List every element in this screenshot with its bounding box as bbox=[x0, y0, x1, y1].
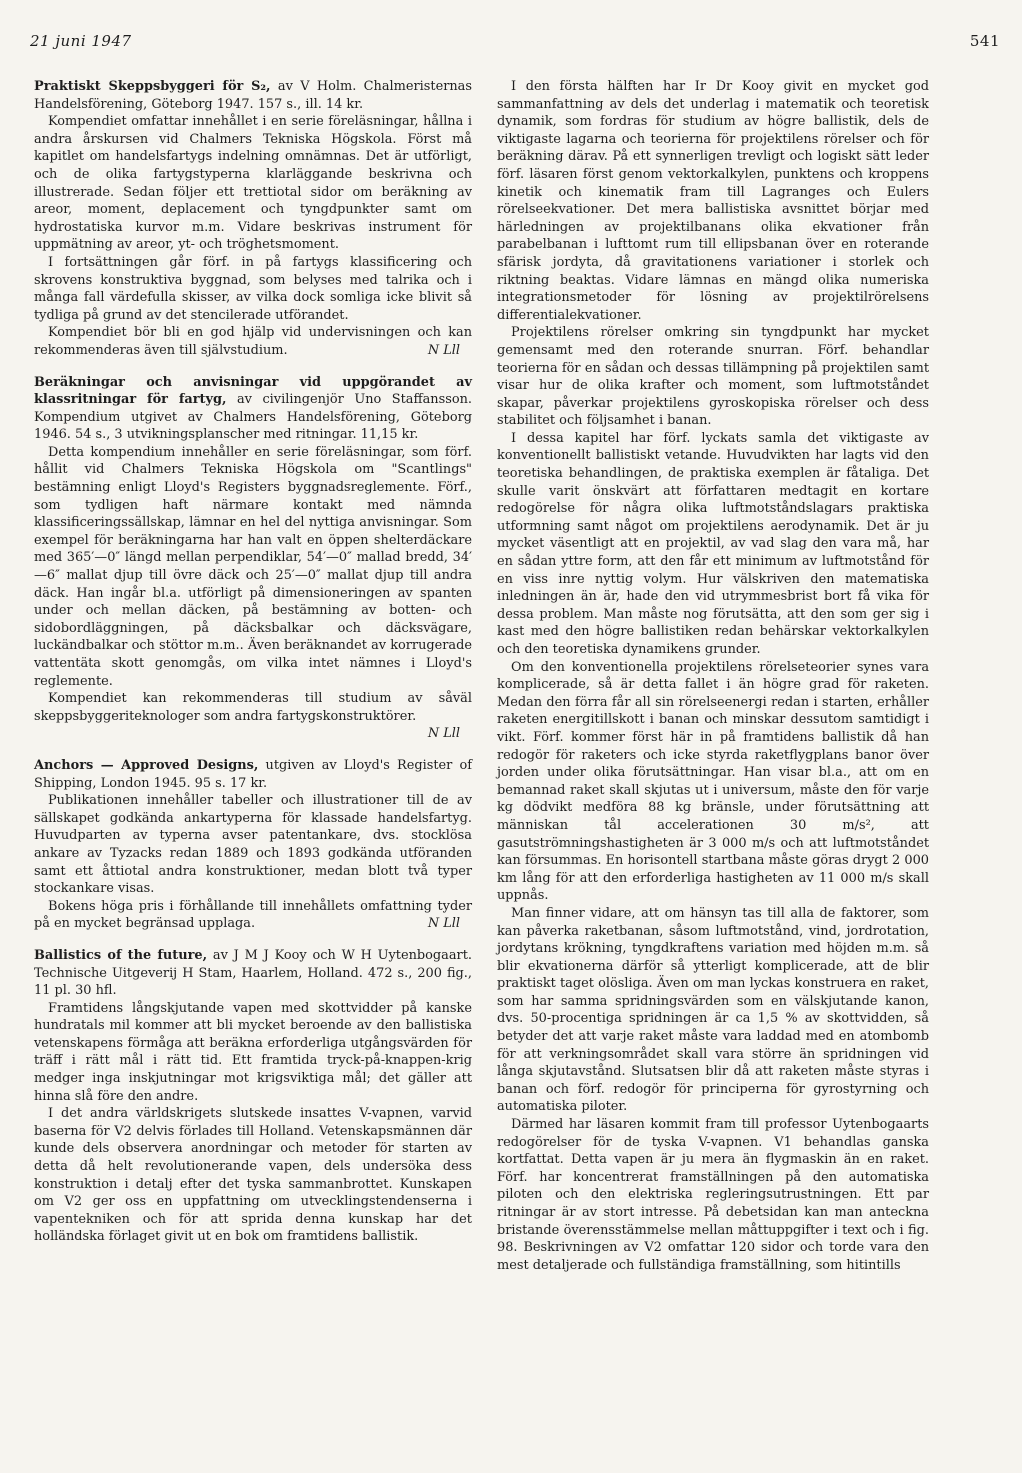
body-paragraph: Om den konventionella projektilens rörelseteorier synes vara komplicerade, så är detta fallet i än högre grad för raketen. Medan den förra får all sin rörelseenergi redan i starten, erhåller raketen energitillskott i banan och minskar dessutom samtidigt i vikt. Förf. kommer först här in på framtidens ballistik då han redogör för raketers och icke styrda raketflygplans banor över jorden under olika förutsättningar. Han visar bl.a., att om en bemannad raket skall skjutas ut i universum, måste den för varje kg dödvikt medföra 88 kg bränsle, under förutsättning att människan tål accelerationen 30 m/s², att gasutströmningshastigheten är 3 000 m/s och att luftmotståndet kan försummas. En horisontell startbana måste göras drygt 2 000 km lång för att den erforderliga hastigheten av 11 000 m/s skall uppnås. bbox=[497, 659, 929, 904]
left-column bbox=[34, 78, 472, 1260]
review-paragraph: Kompendiet bör bli en god hjälp vid undervisningen och kan rekommenderas även till självstudium. bbox=[34, 325, 472, 358]
review-citation: av civilingenjör Uno Staffansson. Kompendium utgivet av Chalmers Handelsförening, Göteborg 1946. 54 s., 3 utvikningsplanscher med ritningar. 11,15 kr. bbox=[34, 392, 472, 443]
reviewer-signature: N Lll bbox=[427, 342, 460, 358]
review-citation: av V Holm. Chalmeristernas Handelsförening, Göteborg 1947. 157 s., ill. 14 kr. bbox=[34, 79, 472, 112]
review-berakningar-klassritningar bbox=[34, 374, 472, 743]
page-header bbox=[30, 32, 1000, 58]
body-paragraph: Därmed har läsaren kommit fram till professor Uytenbogaarts redogörelser för de tyska V-vapnen. V1 behandlas ganska kortfattat. Detta vapen är ju mera än flygmaskin än en raket. Förf. har koncentrerat framställningen på den automatiska piloten och den elektriska regleringsutrustningen. Ett par ritningar är av stort intresse. På debetsidan kan man anteckna bristande överensstämmelse mellan måttuppgifter i text och i fig. 98. Beskrivningen av V2 omfattar 120 sidor och torde vara den mest detaljerade och fullständiga framställning, som hitintills bbox=[497, 1117, 929, 1273]
right-column bbox=[497, 78, 929, 1274]
reviewer-signature: N Lll bbox=[427, 726, 460, 742]
review-paragraph: Bokens höga pris i förhållande till innehållets omfattning tyder på en mycket begränsad upplaga. bbox=[34, 898, 472, 932]
review-ballistics-of-the-future bbox=[34, 947, 472, 1246]
review-title: Ballistics of the future, bbox=[34, 947, 208, 963]
review-paragraph: I fortsättningen går förf. in på fartygs klassificering och skrovens konstruktiva byggnad, som belyses med talrika och i många fall värdefulla skisser, av vilka dock somliga icke blivit så tydliga på grund av det stencilerade utförandet. bbox=[34, 254, 472, 323]
review-paragraph: Framtidens långskjutande vapen med skottvidder på kanske hundratals mil kommer att bli mycket beroende av den ballistiska vetenskapens förmåga att beräkna erforderliga utgångsvärden för träff i rätt mål i rätt tid. Ett framtida tryck-på-knappen-krig medger inga inskjutningar mot krigsviktiga mål; det gäller att hinna slå före den andre. bbox=[34, 1000, 472, 1104]
body-paragraph: I den första hälften har Ir Dr Kooy givit en mycket god sammanfattning av dels det underlag i matematik och teoretisk dynamik, som fordras för studium av högre ballistik, dels de viktigaste lagarna och teorierna för projektilens rörelser och för beräkning därav. På ett synnerligen trevligt och logiskt sätt leder förf. läsaren först genom vektorkalkylen, punktens och kroppens kinetik och kinematik fram till Lagranges och Eulers rörelseekvationer. Det mera ballistiska avsnittet börjar med härledningen av projektilbanans olika ekvationer från parabelbanan i lufttomt rum till ellipsbanan över en roterande sfärisk jordyta, då gravitationens variationer i storlek och riktning beaktas. Vidare lämnas en mängd olika numeriska integrationsmetoder för lösning av projektilrörelsens differentialekvationer. bbox=[497, 79, 929, 323]
page-number: 541 bbox=[969, 32, 1000, 50]
review-title: Beräkningar och anvisningar vid uppgörandet av klassritningar för fartyg, bbox=[34, 374, 472, 408]
review-citation: utgiven av Lloyd's Register of Shipping, London 1945. 95 s. 17 kr. bbox=[34, 757, 472, 791]
body-paragraph: Man finner vidare, att om hänsyn tas till alla de faktorer, som kan påverka raketbanan, såsom luftmotstånd, vind, jordrotation, jordytans krökning, tyngdkraftens variation med höjden m.m. så blir ekvationerna därför så ytterligt komplicerade, att de blir praktiskt taget olösliga. Även om man lyckas konstruera en raket, som har samma spridningsvärden som en välskjutande kanon, dvs. 50-procentiga spridningen är ca 1,5 % av skottvidden, så betyder det att varje raket måste vara laddad med en atombomb för att verkningsområdet skall vara större än spridningen vid långa skjutavstånd. Slutsatsen blir då att raketen måste styras i banan och förf. redogör för principerna för gyrostyrning och automatiska piloter. bbox=[497, 905, 929, 1115]
review-paragraph: I det andra världskrigets slutskede insattes V-vapnen, varvid baserna för V2 delvis förlades till Holland. Vetenskapsmännen där kunde dels observera anordningar och metoder för starten av detta då helt revolutionerande vapen, dels undersöka dess konstruktion i detalj efter det tyska sammanbrottet. Kunskapen om V2 ger oss en uppfattning om utvecklingstendenserna i vapentekniken och för att sprida denna kunskap har det holländska förlaget givit ut en bok om framtidens ballistik. bbox=[34, 1106, 472, 1245]
issue-date: 21 juni 1947 bbox=[30, 32, 132, 50]
review-paragraph: Detta kompendium innehåller en serie föreläsningar, som förf. hållit vid Chalmers Tekniska Högskola om "Scantlings" bestämning enligt Lloyd's Registers byggnadsreglemente. Förf., som tydligen haft närmare kontakt med nämnda klassificeringssällskap, lämnar en hel del nyttiga anvisningar. Som exempel för beräkningarna har han valt en öppen shelterdäckare med 365′—0″ längd mellan perpendiklar, 54′—0″ mallad bredd, 34′—6″ mallat djup till övre däck och 25′—0″ mallat djup till andra däck. Han ingår bl.a. utförligt på dimensioneringen av spanten under och mellan däcken, på bestämning av botten- och sidobordläggningen, på däcksbalkar och däcksvägare, luckändbalkar och stöttor m.m.. Även beräknandet av korrugerade vattentäta skott genomgås, om vilka intet nämnes i Lloyd's reglemente. bbox=[34, 444, 472, 689]
review-paragraph: Publikationen innehåller tabeller och illustrationer till de av sällskapet godkända ankartyperna för klassade handelsfartyg. Huvudparten av typerna avser patentankare, dvs. stocklösa ankare av Tyzacks redan 1889 och 1893 godkända utföranden samt ett åttiotal andra konstruktioner, medan blott två typer stockankare visas. bbox=[34, 793, 472, 897]
body-paragraph: I dessa kapitel har förf. lyckats samla det viktigaste av konventionellt ballistiskt vetande. Huvudvikten har lagts vid den teoretiska behandlingen, de praktiska exemplen är fåtaliga. Det skulle varit önskvärt att författaren medtagit en kortare redogörelse för några olika luftmotståndslagars praktiska utformning samt något om projektilens aerodynamik. Det är ju mycket väsentligt att en projektil, av vad slag den vara må, har en sådan yttre form, att den får ett minimum av luftmotstånd för en viss inre nyttig volym. Hur välskriven den matematiska inledningen än är, hade den vid utrymmesbrist bort få vika för dessa problem. Man måste nog förutsätta, att den som ger sig i kast med den högre ballistiken redan behärskar vektorkalkylen och den teoretiska dynamikens grunder. bbox=[497, 430, 929, 657]
review-citation: av J M J Kooy och W H Uytenbogaart. Technische Uitgeverij H Stam, Haarlem, Holland. 472 s., 200 fig., 11 pl. 30 hfl. bbox=[34, 947, 472, 999]
review-paragraph: Kompendiet kan rekommenderas till studium av såväl skeppsbyggeriteknologer som andra fartygskonstruktörer. bbox=[34, 691, 472, 724]
reviewer-signature: N Lll bbox=[427, 916, 460, 932]
review-paragraph: Kompendiet omfattar innehållet i en serie föreläsningar, hållna i andra årskursen vid Chalmers Tekniska Högskola. Först må kapitlet om handelsfartygs indelning omnämnas. Det är utförligt, och de olika fartygstyperna klarläggande beskrivna och illustrerade. Sedan följer ett trettiotal sidor om beräkning av areor, moment, deplacement och tyngdpunkter samt om hydrostatiska kurvor m.m. Vidare beskrivas instrument för uppmätning av areor, yt- och tröghetsmoment. bbox=[34, 114, 472, 253]
review-title: Praktiskt Skeppsbyggeri för S₂, bbox=[34, 79, 271, 94]
review-title: Anchors — Approved Designs, bbox=[34, 757, 259, 773]
review-praktiskt-skeppsbyggeri bbox=[34, 78, 472, 360]
body-paragraph: Projektilens rörelser omkring sin tyngdpunkt har mycket gemensamt med den roterande snurran. Förf. behandlar teorierna för en sådan och dessas tillämpning på projektilen samt visar hur de olika krafter och moment, som luftmotståndet skapar, påverkar projektilens gyroskopiska rörelser och dess stabilitet och följsamhet i banan. bbox=[497, 325, 929, 429]
review-anchors-approved-designs bbox=[34, 757, 472, 933]
